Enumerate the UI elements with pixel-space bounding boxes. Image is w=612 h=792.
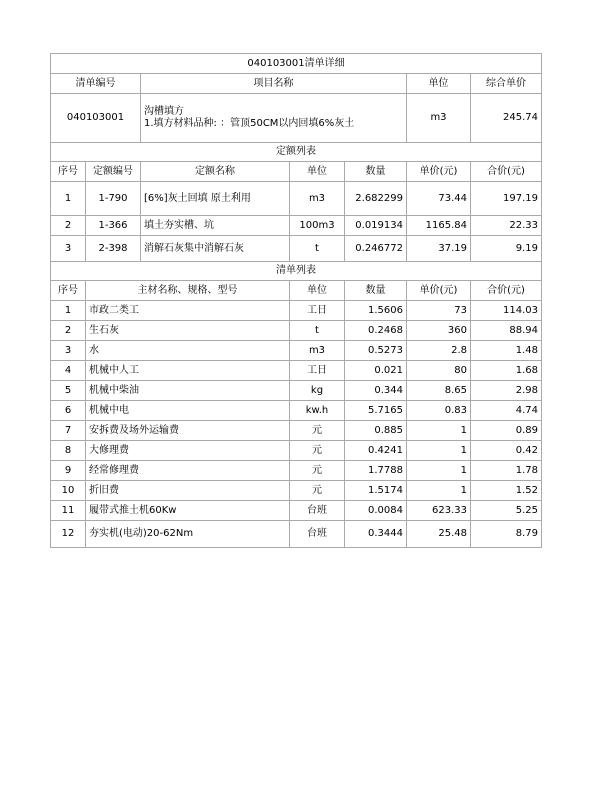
material-no: 9: [51, 461, 86, 481]
material-no: 1: [51, 301, 86, 321]
material-name: 水: [86, 341, 290, 361]
quota-price: 73.44: [407, 182, 471, 216]
material-header-row: [51, 281, 542, 301]
material-price: 0.83: [407, 401, 471, 421]
quota-code: 2-398: [86, 236, 141, 262]
material-name: 履带式推土机60Kw: [86, 501, 290, 521]
material-qty: 1.5174: [345, 481, 407, 501]
material-no: 12: [51, 521, 86, 548]
quota-price: 37.19: [407, 236, 471, 262]
material-unit: m3: [290, 341, 345, 361]
material-unit: kw.h: [290, 401, 345, 421]
quota-col-name: 定额名称: [141, 162, 290, 182]
material-price: 623.33: [407, 501, 471, 521]
item-unit: m3: [407, 94, 471, 143]
quota-section-title: 定额列表: [51, 143, 542, 162]
material-unit: 元: [290, 461, 345, 481]
material-price: 8.65: [407, 381, 471, 401]
material-name: 大修理费: [86, 441, 290, 461]
bill-header-row: [51, 74, 542, 94]
quota-header-row: [51, 162, 542, 182]
quota-unit: t: [290, 236, 345, 262]
material-row: [51, 301, 542, 321]
material-row: [51, 341, 542, 361]
material-total: 2.98: [471, 381, 542, 401]
material-unit: 工日: [290, 361, 345, 381]
material-row: [51, 521, 542, 548]
quota-col-price: 单价(元): [407, 162, 471, 182]
item-code: 040103001: [51, 94, 141, 143]
quota-row: [51, 236, 542, 262]
title-row: [51, 54, 542, 74]
material-row: [51, 361, 542, 381]
material-total: 88.94: [471, 321, 542, 341]
material-total: 1.52: [471, 481, 542, 501]
item-name-cell: [141, 94, 407, 143]
material-total: 8.79: [471, 521, 542, 548]
material-row: [51, 381, 542, 401]
quota-name: 消解石灰集中消解石灰: [141, 236, 290, 262]
bill-item-row: [51, 94, 542, 143]
quota-name: [6%]灰土回填 原土利用: [141, 182, 290, 216]
material-total: 5.25: [471, 501, 542, 521]
material-price: 1: [407, 441, 471, 461]
material-qty: 0.0084: [345, 501, 407, 521]
material-col-total: 合价(元): [471, 281, 542, 301]
material-total: 1.78: [471, 461, 542, 481]
quota-no: 1: [51, 182, 86, 216]
quota-price: 1165.84: [407, 216, 471, 236]
material-col-name: 主材名称、规格、型号: [86, 281, 290, 301]
material-price: 1: [407, 421, 471, 441]
material-col-no: 序号: [51, 281, 86, 301]
material-unit: 元: [290, 421, 345, 441]
material-row: [51, 421, 542, 441]
quota-name: 填土夯实槽、坑: [141, 216, 290, 236]
quota-no: 3: [51, 236, 86, 262]
material-name: 机械中电: [86, 401, 290, 421]
material-row: [51, 401, 542, 421]
quota-code: 1-790: [86, 182, 141, 216]
material-qty: 0.344: [345, 381, 407, 401]
material-section-title: 清单列表: [51, 262, 542, 281]
material-no: 8: [51, 441, 86, 461]
material-total: 0.42: [471, 441, 542, 461]
material-qty: 1.7788: [345, 461, 407, 481]
quota-col-unit: 单位: [290, 162, 345, 182]
price-header: 综合单价: [471, 74, 542, 94]
quota-total: 9.19: [471, 236, 542, 262]
item-feature: 1.填方材料品种: ：管顶50CM以内回填6%灰土: [144, 118, 355, 129]
material-qty: 0.2468: [345, 321, 407, 341]
quota-col-code: 定额编号: [86, 162, 141, 182]
material-unit: 元: [290, 441, 345, 461]
material-name: 经常修理费: [86, 461, 290, 481]
material-no: 5: [51, 381, 86, 401]
quota-section-title-row: [51, 143, 542, 162]
quota-total: 22.33: [471, 216, 542, 236]
quota-row: [51, 216, 542, 236]
material-name: 生石灰: [86, 321, 290, 341]
material-unit: t: [290, 321, 345, 341]
material-qty: 0.5273: [345, 341, 407, 361]
material-col-price: 单价(元): [407, 281, 471, 301]
material-unit: kg: [290, 381, 345, 401]
code-header: 清单编号: [51, 74, 141, 94]
material-unit: 工日: [290, 301, 345, 321]
material-col-qty: 数量: [345, 281, 407, 301]
material-total: 4.74: [471, 401, 542, 421]
material-row: [51, 501, 542, 521]
material-name: 市政二类工: [86, 301, 290, 321]
material-row: [51, 461, 542, 481]
material-no: 7: [51, 421, 86, 441]
bill-detail-sheet: [50, 53, 541, 548]
material-name: 安拆费及场外运输费: [86, 421, 290, 441]
item-name: 沟槽填方: [144, 106, 184, 117]
material-qty: 0.3444: [345, 521, 407, 548]
material-name: 机械中柴油: [86, 381, 290, 401]
quota-qty: 0.246772: [345, 236, 407, 262]
item-price: 245.74: [471, 94, 542, 143]
quota-col-no: 序号: [51, 162, 86, 182]
material-price: 25.48: [407, 521, 471, 548]
material-qty: 0.885: [345, 421, 407, 441]
material-no: 6: [51, 401, 86, 421]
material-qty: 1.5606: [345, 301, 407, 321]
material-no: 4: [51, 361, 86, 381]
material-row: [51, 481, 542, 501]
material-section-title-row: [51, 262, 542, 281]
quota-total: 197.19: [471, 182, 542, 216]
material-name: 折旧费: [86, 481, 290, 501]
name-header: 项目名称: [141, 74, 407, 94]
material-col-unit: 单位: [290, 281, 345, 301]
material-row: [51, 441, 542, 461]
material-unit: 元: [290, 481, 345, 501]
unit-header: 单位: [407, 74, 471, 94]
material-price: 1: [407, 461, 471, 481]
material-no: 3: [51, 341, 86, 361]
material-price: 360: [407, 321, 471, 341]
material-unit: 台班: [290, 521, 345, 548]
material-price: 2.8: [407, 341, 471, 361]
material-qty: 0.4241: [345, 441, 407, 461]
material-no: 11: [51, 501, 86, 521]
material-total: 0.89: [471, 421, 542, 441]
quota-unit: m3: [290, 182, 345, 216]
material-price: 1: [407, 481, 471, 501]
material-total: 114.03: [471, 301, 542, 321]
material-no: 2: [51, 321, 86, 341]
quota-code: 1-366: [86, 216, 141, 236]
quota-qty: 2.682299: [345, 182, 407, 216]
material-price: 73: [407, 301, 471, 321]
quota-col-total: 合价(元): [471, 162, 542, 182]
material-row: [51, 321, 542, 341]
quota-qty: 0.019134: [345, 216, 407, 236]
material-total: 1.68: [471, 361, 542, 381]
material-no: 10: [51, 481, 86, 501]
material-qty: 5.7165: [345, 401, 407, 421]
quota-col-qty: 数量: [345, 162, 407, 182]
bill-detail-table: [50, 53, 542, 548]
material-name: 机械中人工: [86, 361, 290, 381]
sheet-title: 040103001清单详细: [51, 54, 542, 74]
quota-unit: 100m3: [290, 216, 345, 236]
quota-no: 2: [51, 216, 86, 236]
material-rows: [51, 301, 542, 548]
material-unit: 台班: [290, 501, 345, 521]
material-name: 夯实机(电动)20-62Nm: [86, 521, 290, 548]
material-total: 1.48: [471, 341, 542, 361]
material-qty: 0.021: [345, 361, 407, 381]
material-price: 80: [407, 361, 471, 381]
quota-row: [51, 182, 542, 216]
